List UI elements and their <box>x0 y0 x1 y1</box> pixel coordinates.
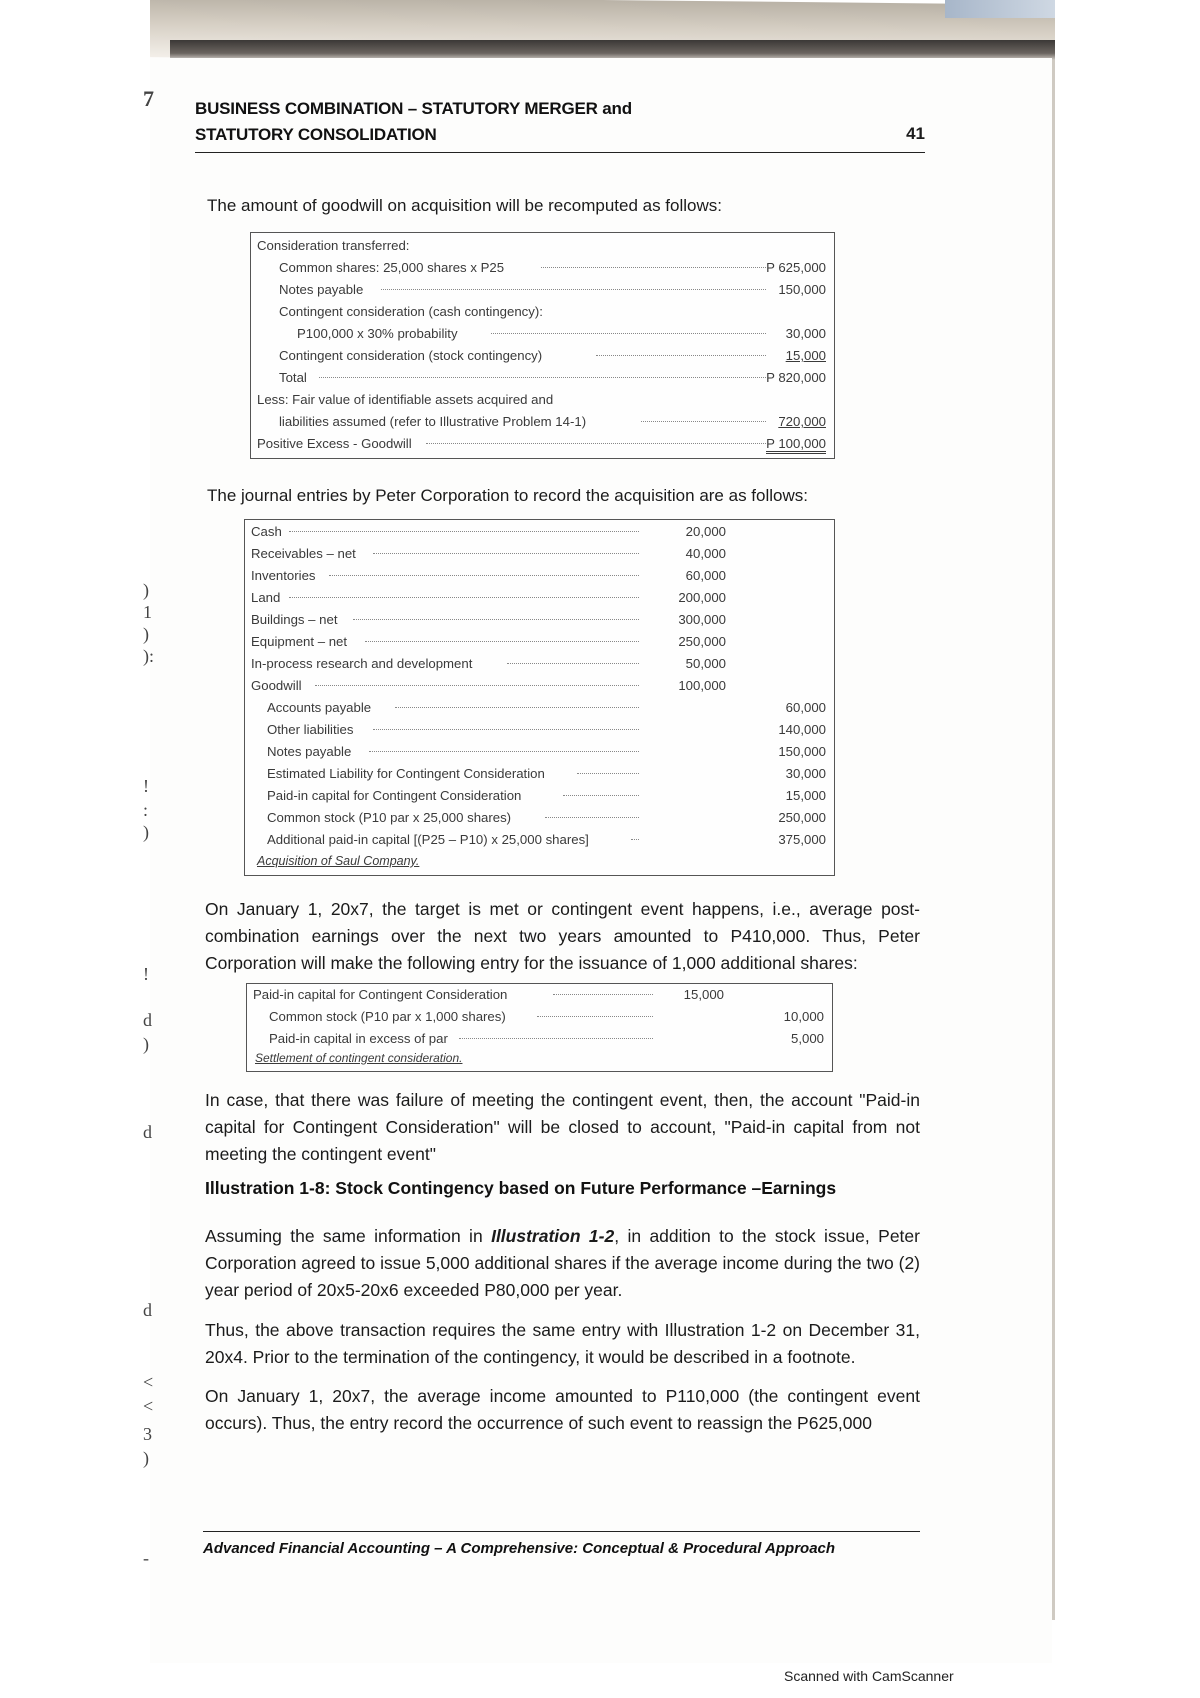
goodwill-row-label: Positive Excess - Goodwill <box>257 436 412 451</box>
journal-row <box>245 566 834 588</box>
debit-amount: 50,000 <box>685 656 726 671</box>
journal-row <box>245 786 834 808</box>
illustration-reference: Illustration 1-2 <box>491 1226 615 1246</box>
leader-dots <box>537 1016 653 1017</box>
leader-dots <box>631 839 639 840</box>
table-row <box>251 302 834 324</box>
credit-amount: 140,000 <box>778 722 826 737</box>
credit-account: Common stock (P10 par x 1,000 shares) <box>269 1009 506 1024</box>
goodwill-row-label: Notes payable <box>279 282 364 297</box>
journal-row <box>245 522 834 544</box>
page-right-edge <box>1052 60 1055 1620</box>
table-row <box>251 258 834 280</box>
debit-account: Receivables – net <box>251 546 356 561</box>
table-row <box>251 412 834 434</box>
leader-dots <box>353 619 639 620</box>
acquisition-journal-entry <box>244 519 835 876</box>
goodwill-row-amount: 150,000 <box>778 282 826 297</box>
page-number: 41 <box>906 124 925 143</box>
credit-account: Estimated Liability for Contingent Consideration <box>267 766 545 781</box>
leader-dots <box>563 795 639 796</box>
table-row <box>251 390 834 412</box>
credit-amount: 250,000 <box>778 810 826 825</box>
debit-account: Buildings – net <box>251 612 338 627</box>
table-row <box>251 434 834 456</box>
journal-row <box>245 654 834 676</box>
settlement-caption: Settlement of contingent consideration. <box>255 1051 463 1065</box>
leader-dots <box>315 685 639 686</box>
scanner-watermark: Scanned with CamScanner <box>784 1668 954 1684</box>
debit-account: Inventories <box>251 568 316 583</box>
margin-marks: 7 ) 1 ) ): ! : ) ! d ) d d < < 3 ) - <box>143 86 154 1568</box>
journal-row <box>245 764 834 786</box>
journal-intro: The journal entries by Peter Corporation to record the acquisition are as follows: <box>207 486 808 505</box>
header-title-line2: STATUTORY CONSOLIDATION <box>195 125 437 144</box>
leader-dots <box>541 267 766 268</box>
goodwill-row-label: Consideration transferred: <box>257 238 410 253</box>
debit-account: In-process research and development <box>251 656 473 671</box>
journal-row <box>245 698 834 720</box>
journal-row <box>245 676 834 698</box>
paragraph-january: On January 1, 20x7, the average income amounted to P110,000 (the contingent event occurs). Thus, the entry record the occurrence of such event to reassign the P625,000 <box>205 1386 920 1433</box>
goodwill-row-amount: 15,000 <box>785 348 826 363</box>
footer-rule <box>203 1531 920 1532</box>
credit-amount: 30,000 <box>785 766 826 781</box>
goodwill-row-amount: 720,000 <box>778 414 826 429</box>
running-header <box>195 96 925 148</box>
goodwill-row-label: Contingent consideration (cash contingency): <box>279 304 543 319</box>
leader-dots <box>329 575 639 576</box>
credit-account: Additional paid-in capital [(P25 – P10) x 25,000 shares] <box>267 832 589 847</box>
leader-dots <box>319 377 766 378</box>
credit-amount: 60,000 <box>785 700 826 715</box>
paragraph-failure: In case, that there was failure of meeting the contingent event, then, the account "Paid-in capital for Contingent Consideration" will be closed to account, "Paid-in capital from not meeting the contingent event" <box>205 1090 920 1164</box>
debit-account: Paid-in capital for Contingent Consideration <box>253 987 508 1002</box>
leader-dots <box>507 663 639 664</box>
goodwill-row-label: Common shares: 25,000 shares x P25 <box>279 260 505 275</box>
debit-amount: 300,000 <box>678 612 726 627</box>
leader-dots <box>373 729 639 730</box>
goodwill-row-amount: P 100,000 <box>766 436 826 454</box>
debit-amount: 15,000 <box>683 987 724 1002</box>
table-row <box>251 236 834 258</box>
table-row <box>251 368 834 390</box>
journal-row <box>247 1049 832 1071</box>
goodwill-row-label: Contingent consideration (stock contingency) <box>279 348 543 363</box>
header-title-line1: BUSINESS COMBINATION – STATUTORY MERGER and <box>195 99 632 118</box>
credit-account: Paid-in capital for Contingent Consideration <box>267 788 522 803</box>
credit-amount: 375,000 <box>778 832 826 847</box>
journal-row <box>245 742 834 764</box>
journal-row <box>247 1029 832 1051</box>
credit-amount: 150,000 <box>778 744 826 759</box>
leader-dots <box>545 817 639 818</box>
journal-caption: Acquisition of Saul Company. <box>257 854 420 868</box>
goodwill-intro: The amount of goodwill on acquisition will be recomputed as follows: <box>207 196 722 215</box>
settlement-journal-entry <box>246 983 833 1072</box>
leader-dots <box>641 421 766 422</box>
goodwill-row-label: P100,000 x 30% probability <box>297 326 458 341</box>
debit-amount: 20,000 <box>685 524 726 539</box>
illustration-heading: Illustration 1-8: Stock Contingency based on Future Performance –Earnings <box>205 1178 837 1198</box>
debit-account: Cash <box>251 524 282 539</box>
journal-row <box>245 632 834 654</box>
paragraph-assuming <box>205 1223 920 1304</box>
leader-dots <box>289 597 639 598</box>
journal-row <box>245 852 834 874</box>
journal-row <box>245 588 834 610</box>
journal-row <box>245 808 834 830</box>
leader-dots <box>369 751 639 752</box>
journal-row <box>245 830 834 852</box>
journal-row <box>247 1007 832 1029</box>
leader-dots <box>596 355 766 356</box>
journal-row <box>245 544 834 566</box>
debit-amount: 200,000 <box>678 590 726 605</box>
leader-dots <box>373 553 639 554</box>
credit-account: Notes payable <box>267 744 352 759</box>
leader-dots <box>577 773 639 774</box>
credit-amount: 15,000 <box>785 788 826 803</box>
leader-dots <box>365 641 639 642</box>
leader-dots <box>491 333 766 334</box>
leader-dots <box>395 707 639 708</box>
credit-account: Other liabilities <box>267 722 354 737</box>
credit-account: Paid-in capital in excess of par <box>269 1031 448 1046</box>
journal-row <box>247 985 832 1007</box>
paragraph-thus: Thus, the above transaction requires the same entry with Illustration 1-2 on December 31, 20x4. Prior to the termination of the contingency, it would be described in a footnote. <box>205 1320 920 1367</box>
journal-row <box>245 610 834 632</box>
credit-account: Common stock (P10 par x 25,000 shares) <box>267 810 512 825</box>
debit-amount: 100,000 <box>678 678 726 693</box>
goodwill-row-amount: 30,000 <box>785 326 826 341</box>
goodwill-computation-table <box>250 232 835 459</box>
running-footer: Advanced Financial Accounting – A Comprehensive: Conceptual & Procedural Approach <box>203 1540 836 1557</box>
debit-account: Equipment – net <box>251 634 348 649</box>
background-corner <box>945 0 1055 18</box>
goodwill-row-amount: P 820,000 <box>766 370 826 385</box>
debit-amount: 60,000 <box>685 568 726 583</box>
goodwill-row-label: Less: Fair value of identifiable assets acquired and <box>257 392 554 407</box>
goodwill-row-label: Total <box>279 370 307 385</box>
leader-dots <box>459 1038 653 1039</box>
credit-amount: 10,000 <box>783 1009 824 1024</box>
credit-amount: 5,000 <box>790 1031 824 1046</box>
table-row <box>251 280 834 302</box>
leader-dots <box>426 443 766 444</box>
paragraph-target-met: On January 1, 20x7, the target is met or contingent event happens, i.e., average post-combination earnings over the next two years amounted to P410,000. Thus, Peter Corporation will make the following entry for the issuance of 1,000 additional shares: <box>205 899 920 973</box>
assuming-text-end: , in addition to the stock issue, Peter Corporation agreed to issue 5,000 additional shares if the average income during the two (2) year period of 20x5-20x6 exceeded P80,000 per year. <box>205 1226 921 1300</box>
credit-account: Accounts payable <box>267 700 372 715</box>
leader-dots <box>381 289 766 290</box>
journal-row <box>245 720 834 742</box>
assuming-text-start: Assuming the same information in <box>205 1226 492 1246</box>
goodwill-row-amount: P 625,000 <box>766 260 826 275</box>
goodwill-row-label: liabilities assumed (refer to Illustrative Problem 14-1) <box>279 414 587 429</box>
table-row <box>251 324 834 346</box>
leader-dots <box>553 994 653 995</box>
leader-dots <box>289 531 639 532</box>
debit-amount: 250,000 <box>678 634 726 649</box>
header-rule <box>195 152 925 153</box>
debit-account: Land <box>251 590 281 605</box>
table-row <box>251 346 834 368</box>
debit-amount: 40,000 <box>685 546 726 561</box>
debit-account: Goodwill <box>251 678 302 693</box>
